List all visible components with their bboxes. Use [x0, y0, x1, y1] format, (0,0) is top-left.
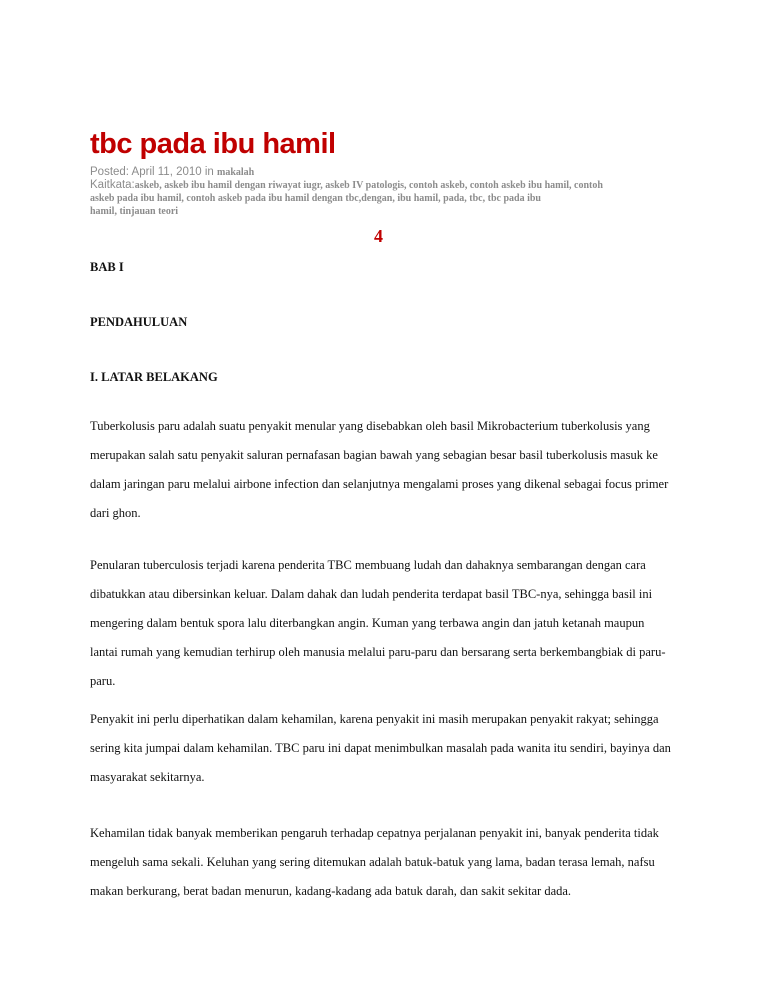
- paragraph-line: makan berkurang, berat badan menurun, kadang-kadang ada batuk darah, dan sakit sekitar dada.: [90, 884, 572, 898]
- paragraph-line: dibatukkan atau dibersinkan keluar. Dalam dahak dan ludah penderita terdapat basil TBC-nya, sehingga basil ini: [90, 587, 653, 601]
- paragraph-4: [90, 819, 690, 906]
- paragraph-line: masyarakat sekitarnya.: [90, 770, 205, 784]
- paragraph-line: paru.: [90, 674, 116, 688]
- paragraph-line: lantai rumah yang kemudian terhirup oleh manusia melalui paru-paru dan bersarang serta berkembangbiak di paru-: [90, 645, 666, 659]
- paragraph-line: Tuberkolusis paru adalah suatu penyakit menular yang disebabkan oleh basil Mikrobacterium tuberkolusis yang: [90, 419, 650, 433]
- paragraph-1: [90, 412, 690, 528]
- paragraph-line: dalam jaringan paru melalui airbone infection dan selanjutnya mengalami proses yang dikenal sebagai focus primer: [90, 477, 669, 491]
- section-heading: PENDAHULUAN: [90, 315, 188, 329]
- subsection-heading: I. LATAR BELAKANG: [90, 370, 218, 384]
- category-link[interactable]: makalah: [217, 167, 255, 178]
- comment-count[interactable]: 4: [374, 226, 383, 246]
- post-title[interactable]: tbc pada ibu hamil: [90, 128, 336, 160]
- paragraph-line: mengering dalam bentuk spora lalu diterbangkan angin. Kuman yang terbawa angin dan jatuh ketanah maupun: [90, 616, 645, 630]
- paragraph-line: Penyakit ini perlu diperhatikan dalam kehamilan, karena penyakit ini masih merupakan penyakit rakyat; sehingga: [90, 712, 659, 726]
- tags-label: Kaitkata:: [90, 179, 135, 191]
- paragraph-line: mengeluh sama sekali. Keluhan yang sering ditemukan adalah batuk-batuk yang lama, badan terasa lemah, nafsu: [90, 855, 655, 869]
- posted-date: Posted: April 11, 2010 in: [90, 166, 218, 178]
- paragraph-line: Penularan tuberculosis terjadi karena penderita TBC membuang ludah dan dahaknya sembarangan dengan cara: [90, 558, 646, 572]
- paragraph-2: [90, 551, 690, 696]
- post-meta: [90, 166, 690, 218]
- paragraph-line: dari ghon.: [90, 506, 141, 520]
- tags-line[interactable]: askeb, askeb ibu hamil dengan riwayat iugr, askeb IV patologis, contoh askeb, contoh askeb ibu hamil, contoh: [134, 180, 603, 191]
- tags-line[interactable]: askeb pada ibu hamil, contoh askeb pada ibu hamil dengan tbc,dengan, ibu hamil, pada, tbc, tbc pada ibu: [90, 193, 541, 204]
- paragraph-3: [90, 705, 690, 792]
- chapter-heading: BAB I: [90, 260, 124, 274]
- paragraph-line: sering kita jumpai dalam kehamilan. TBC paru ini dapat menimbulkan masalah pada wanita itu sendiri, bayinya dan: [90, 741, 671, 755]
- tags-line[interactable]: hamil, tinjauan teori: [90, 206, 179, 217]
- paragraph-line: merupakan salah satu penyakit saluran pernafasan bagian bawah yang sebagian besar basil tuberkolusis masuk ke: [90, 448, 658, 462]
- paragraph-line: Kehamilan tidak banyak memberikan pengaruh terhadap cepatnya perjalanan penyakit ini, banyak penderita tidak: [90, 826, 659, 840]
